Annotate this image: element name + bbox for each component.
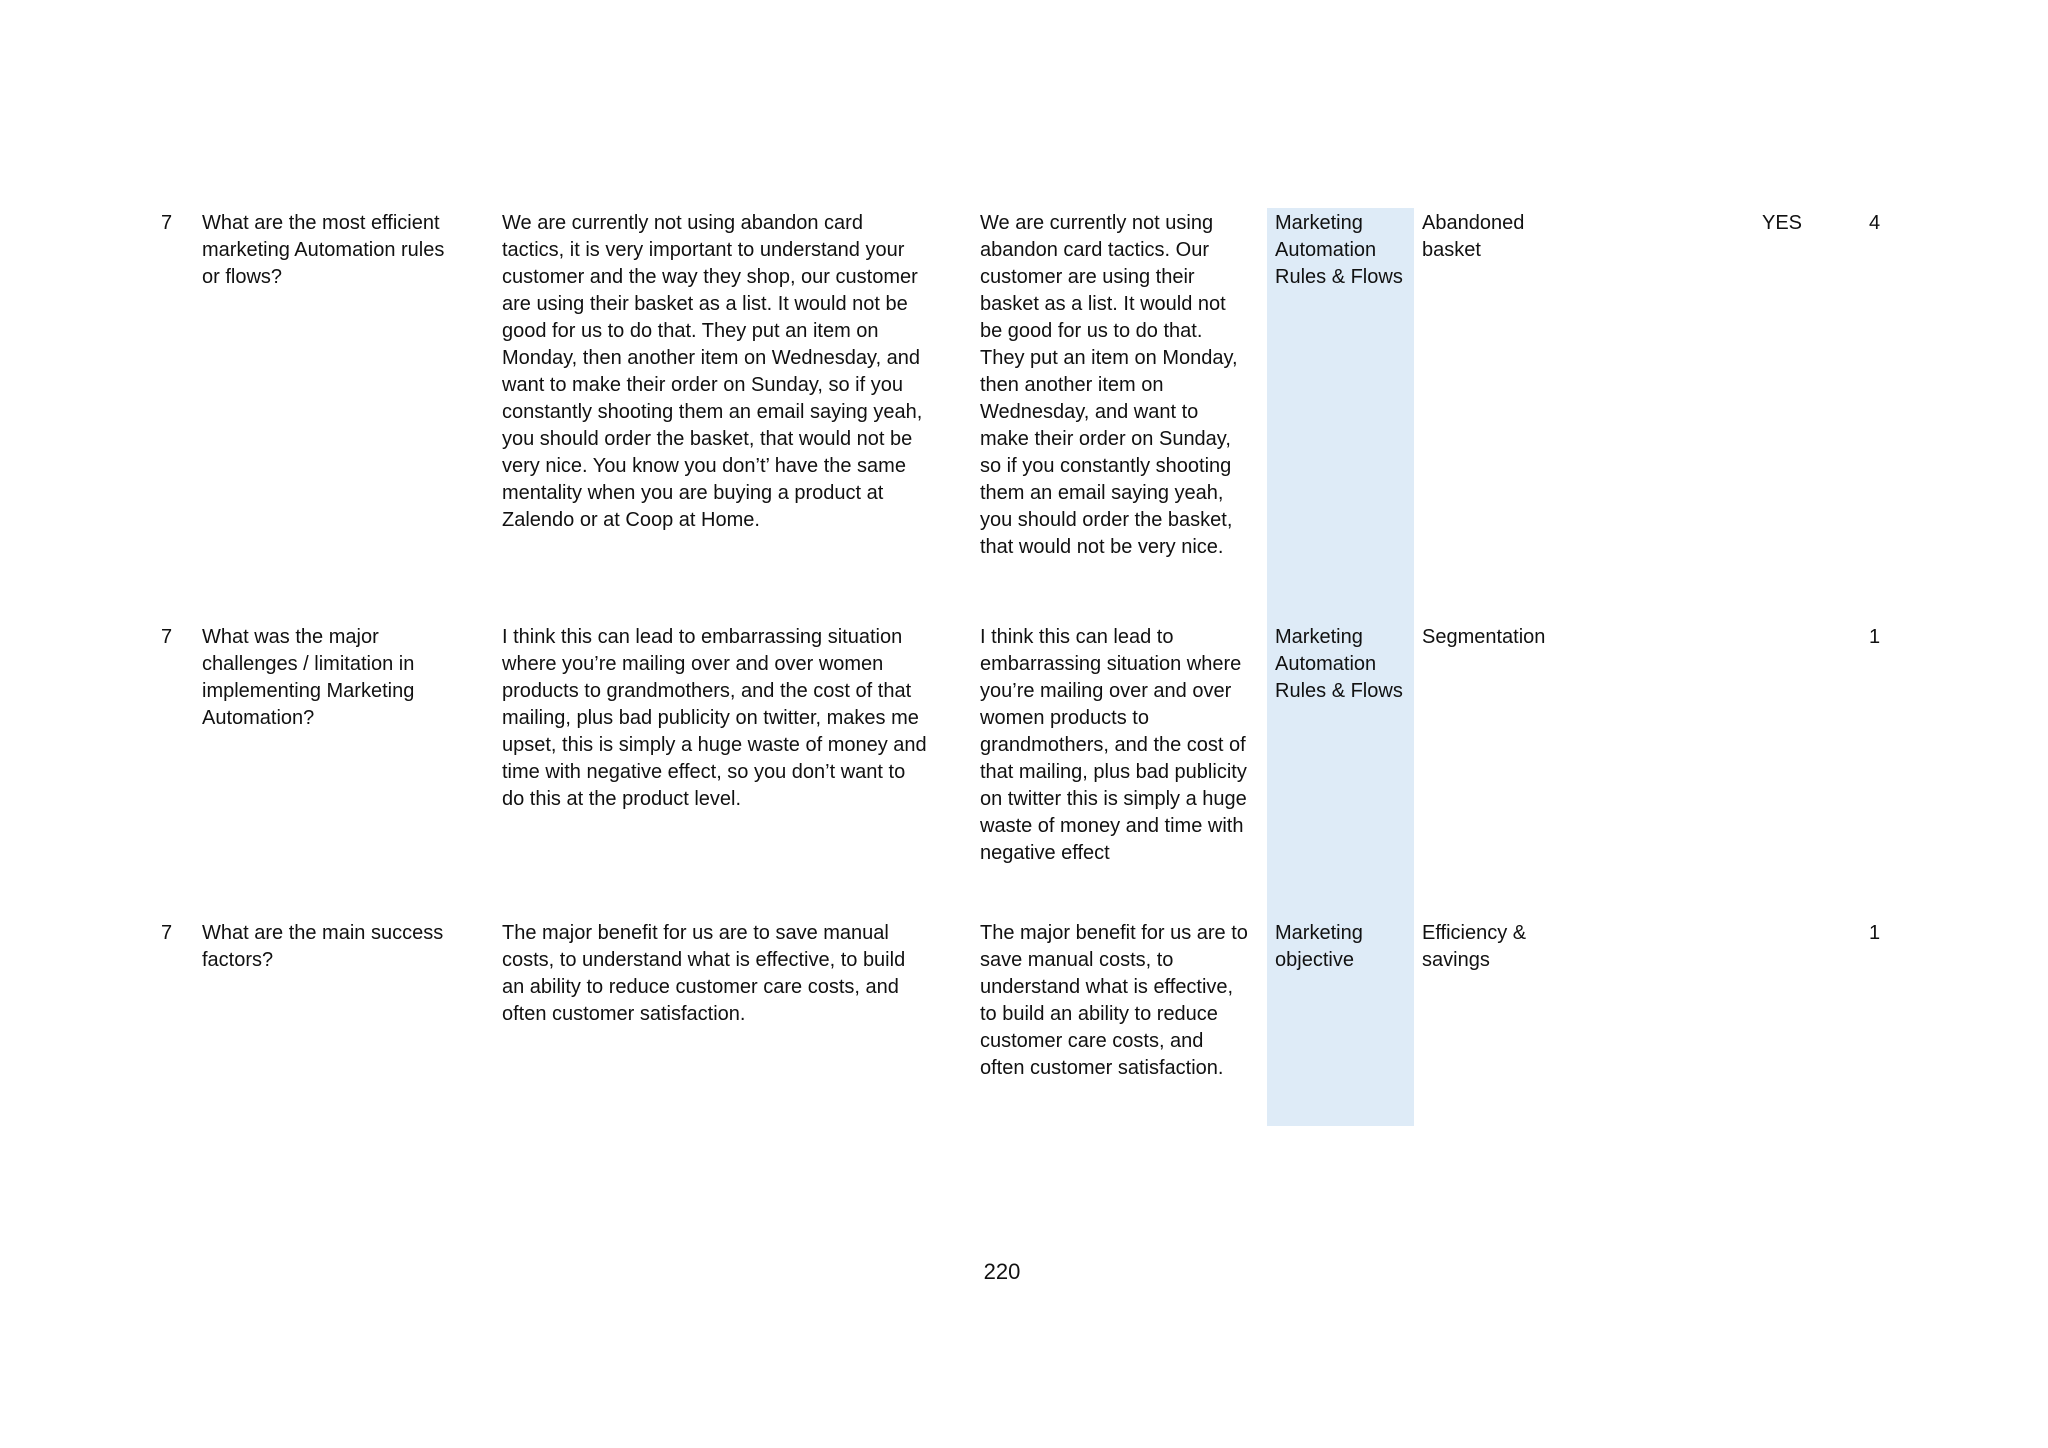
code-text: Segmentation: [1422, 626, 1546, 648]
count-text: 1: [1869, 922, 1881, 944]
count-text: 4: [1869, 212, 1881, 234]
flag-text: YES: [1762, 212, 1803, 234]
question-text: What are the most efficient marketing Automation rules or flows?: [202, 212, 445, 288]
answer-text: The major benefit for us are to save manual costs, to understand what is effective, to build an ability to reduce customer care costs, and often customer satisfaction.: [502, 922, 906, 1025]
question-text: What was the major challenges / limitation in implementing Marketing Automation?: [202, 626, 415, 729]
row-number: 7: [161, 922, 173, 944]
category-text: Marketing Automation Rules & Flows: [1275, 212, 1403, 288]
category-text: Marketing objective: [1275, 922, 1363, 971]
answer-text: We are currently not using abandon card tactics, it is very important to understand your customer and the way they shop, our customer are using their basket as a list. It would not be good for us to do that. They put an item on Monday, then another item on Wednesday, and want to make their order on Sunday, so if you constantly shooting them an email saying yeah, you should order the basket, that would not be very nice. You know you don’t’ have the same mentality when you are buying a product at Zalendo or at Coop at Home.: [502, 212, 923, 531]
answer-text: I think this can lead to embarrassing situation where you’re mailing over and over women products to grandmothers, and the cost of that mailing, plus bad publicity on twitter, makes me upset, this is simply a huge waste of money and time with negative effect, so you don’t want to do this at the product level.: [502, 626, 927, 810]
category-text: Marketing Automation Rules & Flows: [1275, 626, 1403, 702]
question-text: What are the main success factors?: [202, 922, 444, 971]
summary-text: The major benefit for us are to save manual costs, to understand what is effective, to build an ability to reduce customer care costs, and often customer satisfaction.: [980, 922, 1248, 1079]
code-text: Efficiency & savings: [1422, 922, 1527, 971]
row-number: 7: [161, 626, 173, 648]
page-number: 220: [983, 1259, 1021, 1284]
summary-text: We are currently not using abandon card tactics. Our customer are using their basket as a list. It would not be good for us to do that. They put an item on Monday, then another item on Wednesday, and want to make their order on Sunday, so if you constantly shooting them an email saying yeah, you should order the basket, that would not be very nice.: [980, 212, 1238, 558]
summary-text: I think this can lead to embarrassing situation where you’re mailing over and over women products to grandmothers, and the cost of that mailing, plus bad publicity on twitter this is simply a huge waste of money and time with negative effect: [980, 626, 1247, 864]
count-text: 1: [1869, 626, 1881, 648]
row-number: 7: [161, 212, 173, 234]
code-text: Abandoned basket: [1422, 212, 1525, 261]
